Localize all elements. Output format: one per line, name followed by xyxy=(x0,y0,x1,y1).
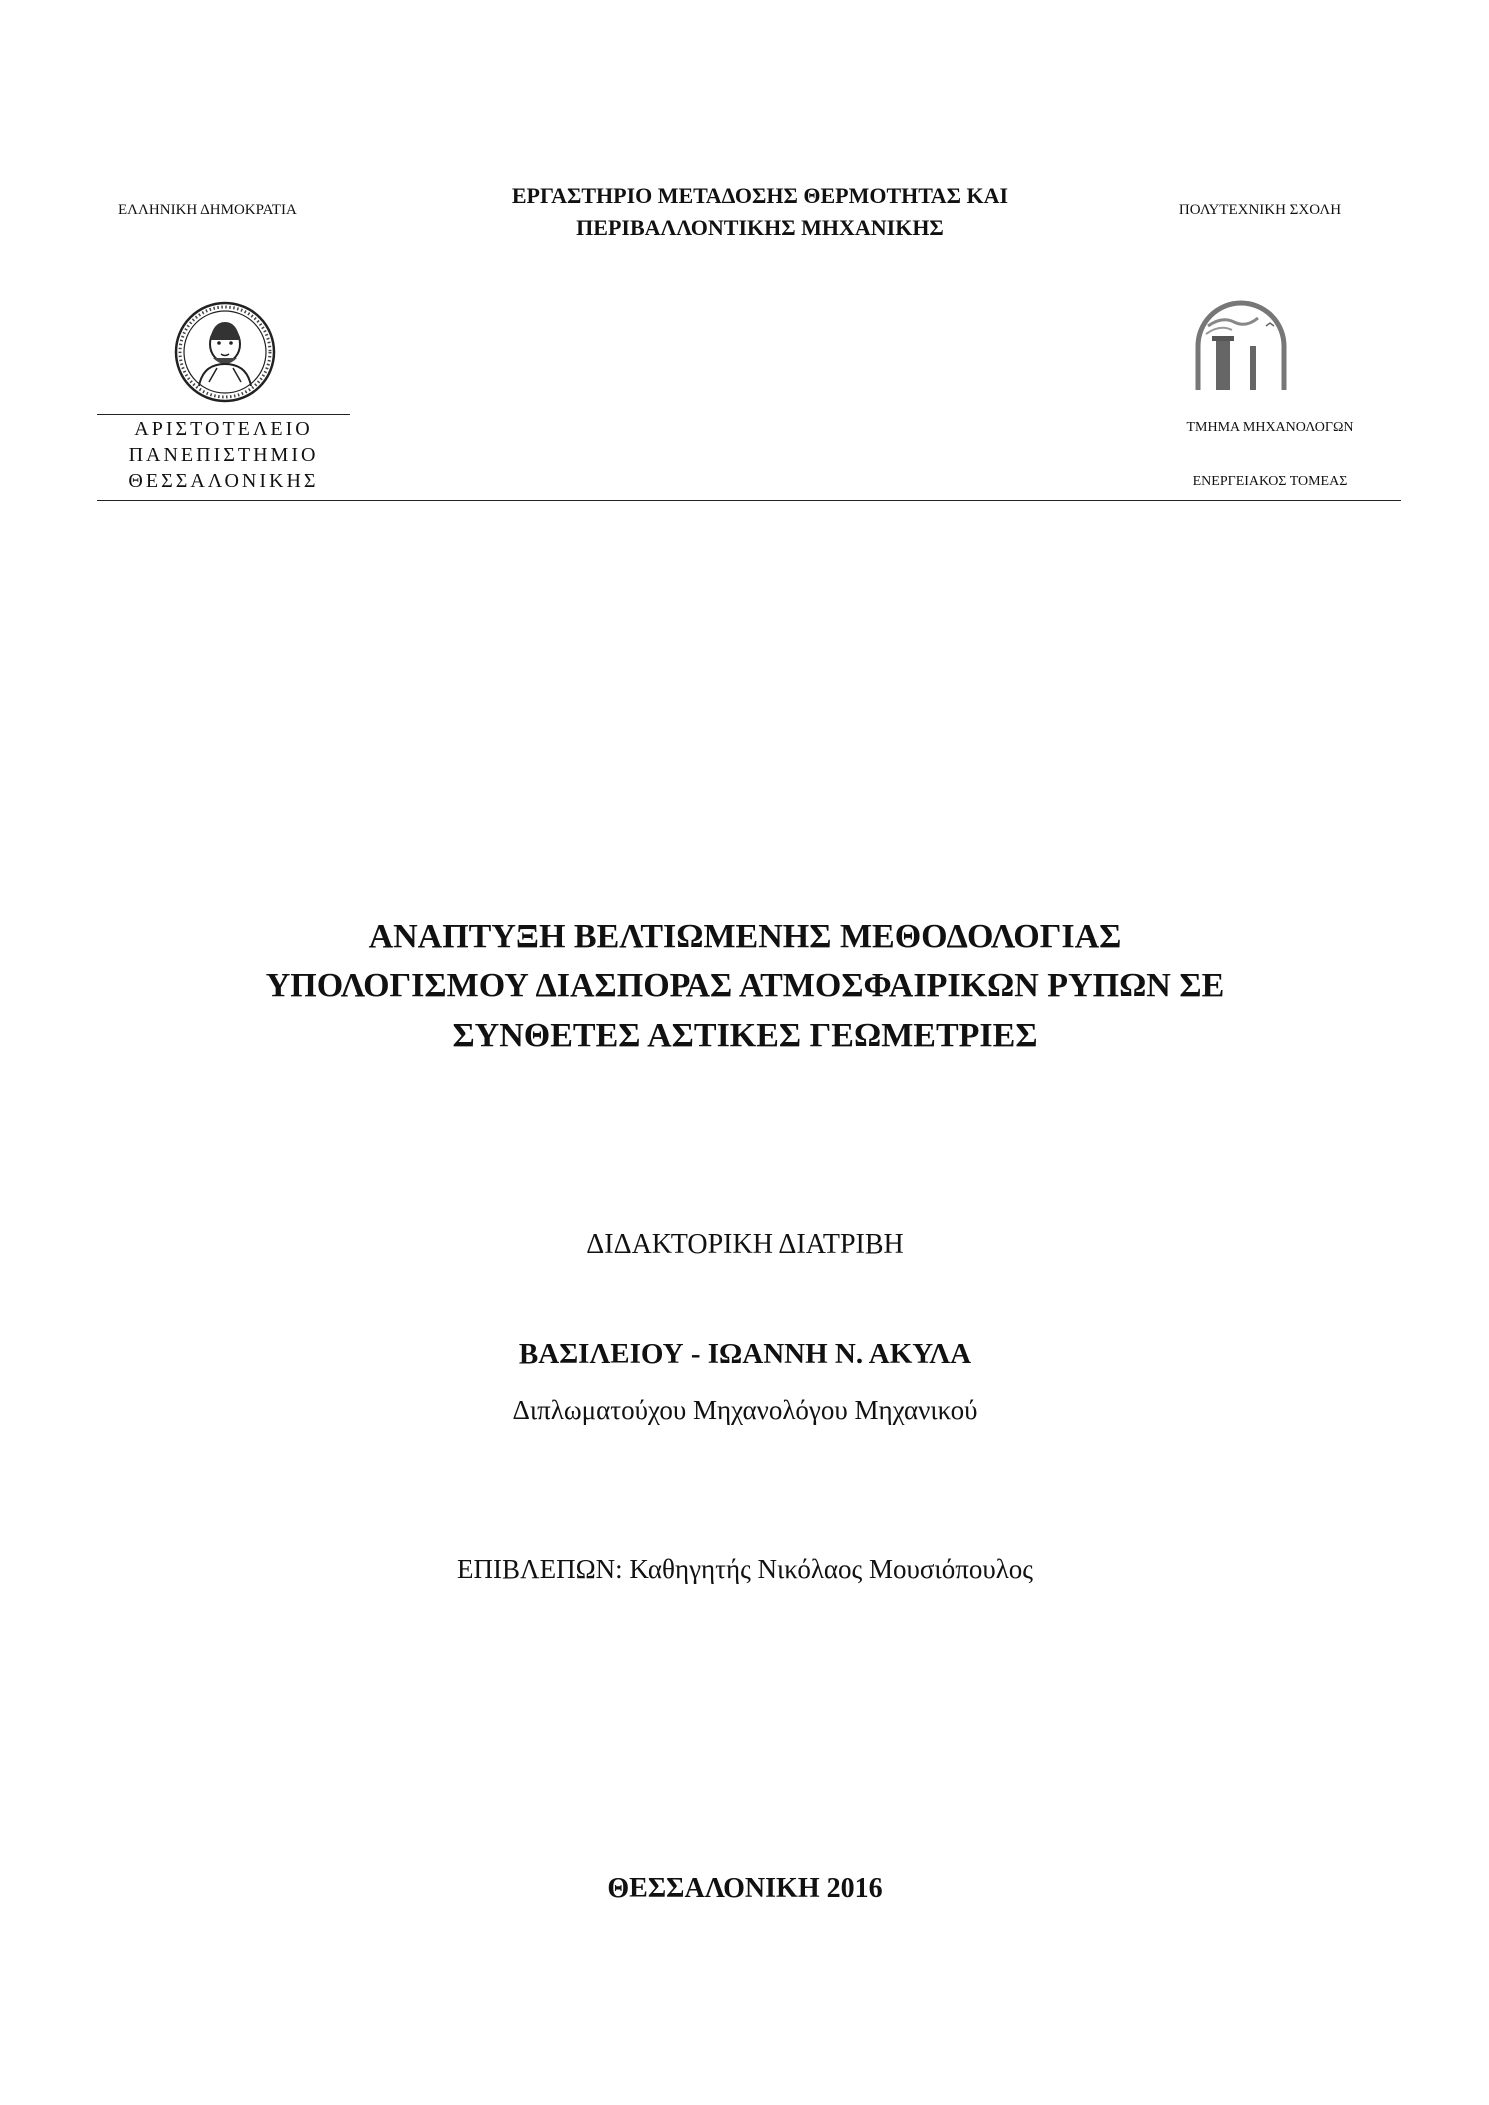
lab-name-line2: ΠΕΡΙΒΑΛΛΟΝΤΙΚΗΣ ΜΗΧΑΝΙΚΗΣ xyxy=(576,214,944,240)
university-line2: ΠΑΝΕΠΙΣΤΗΜΙΟ xyxy=(128,444,319,466)
lab-name-line1: ΕΡΓΑΣΤΗΡΙΟ ΜΕΤΑΔΟΣΗΣ ΘΕΡΜΟΤΗΤΑΣ ΚΑΙ xyxy=(511,183,1009,208)
university-line1: ΑΡΙΣΤΟΤΕΛΕΙΟ xyxy=(134,418,313,440)
thesis-title xyxy=(195,912,1295,1060)
author-name: ΒΑΣΙΛΕΙΟΥ - ΙΩΑΝΝΗ Ν. ΑΚΥΛΑ xyxy=(518,1338,972,1370)
header-right-text: ΠΟΛΥΤΕΧΝΙΚΗ ΣΧΟΛΗ xyxy=(1178,202,1342,218)
department-name: ΤΜΗΜΑ ΜΗΧΑΝΟΛΟΓΩΝ xyxy=(1186,420,1354,435)
place-year: ΘΕΣΣΑΛΟΝΙΚΗ 2016 xyxy=(607,1873,883,1904)
thesis-title-line3: ΣΥΝΘΕΤΕΣ ΑΣΤΙΚΕΣ ΓΕΩΜΕΤΡΙΕΣ xyxy=(452,1016,1038,1054)
author-degree: Διπλωματούχου Μηχανολόγου Μηχανικού xyxy=(512,1395,978,1425)
thesis-title-line2: ΥΠΟΛΟΓΙΣΜΟΥ ΔΙΑΣΠΟΡΑΣ ΑΤΜΟΣΦΑΙΡΙΚΩΝ ΡΥΠΩΝ ΣΕ xyxy=(265,967,1225,1005)
aristotle-university-seal-icon xyxy=(173,300,277,404)
header-rule xyxy=(97,500,1401,501)
university-name xyxy=(97,416,350,494)
lab-name xyxy=(470,180,1050,244)
university-divider xyxy=(97,414,350,415)
university-line3: ΘΕΣΣΑΛΟΝΙΚΗΣ xyxy=(128,470,319,492)
sector-name: ΕΝΕΡΓΕΙΑΚΟΣ ΤΟΜΕΑΣ xyxy=(1192,474,1348,489)
header-left-text: ΕΛΛΗΝΙΚΗ ΔΗΜΟΚΡΑΤΙΑ xyxy=(118,202,297,218)
document-type: ΔΙΔΑΚΤΟΡΙΚΗ ΔΙΑΤΡΙΒΗ xyxy=(586,1229,904,1260)
mechanical-engineering-logo-icon xyxy=(1188,296,1294,392)
thesis-title-line1: ΑΝΑΠΤΥΞΗ ΒΕΛΤΙΩΜΕΝΗΣ ΜΕΘΟΔΟΛΟΓΙΑΣ xyxy=(368,918,1122,955)
supervisor: ΕΠΙΒΛΕΠΩΝ: Καθηγητής Νικόλαος Μουσιόπουλος xyxy=(457,1554,1033,1584)
